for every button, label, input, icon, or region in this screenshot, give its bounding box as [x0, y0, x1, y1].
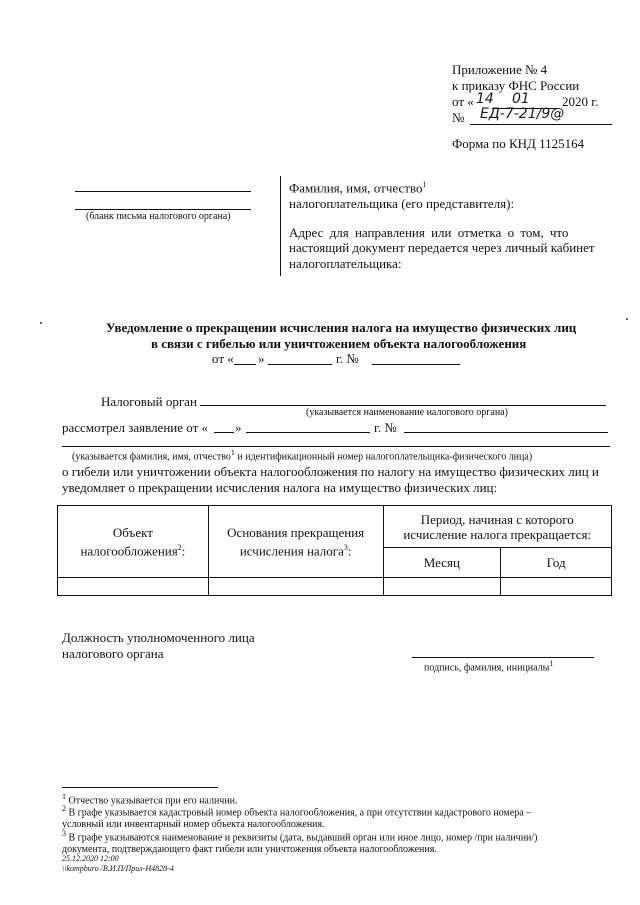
date-prefix: от «: [452, 94, 474, 109]
appendix-number: Приложение № 4: [452, 62, 548, 77]
form-code: Форма по КНД 1125164: [452, 136, 585, 151]
footnote-text: В графе указывается кадастровый номер объекта налогообложения, а при отсутствии кадастрового номера –: [68, 807, 532, 819]
reviewed-mid: »: [235, 420, 242, 435]
title-date-prefix: от «: [212, 351, 234, 366]
person-caption: [72, 448, 532, 462]
footnote-text: В графе указываются наименование и реквизиты (дата, выдавший орган или иное лицо, номер /при наличии/): [68, 832, 538, 844]
recipient-address-3: налогоплательщика:: [289, 256, 402, 271]
header-object-colon: :: [181, 543, 186, 559]
title-date-line: [212, 351, 472, 367]
print-stamp-path: \\kompburo /В.И.П/Прил-Н4828-4: [62, 864, 174, 873]
sender-line-1: [75, 191, 251, 192]
signature-line: [412, 657, 594, 658]
title-date-mid: »: [258, 351, 265, 366]
tax-authority-line: [200, 405, 606, 406]
handwritten-day: 14: [476, 91, 494, 107]
title-date-year: г. №: [336, 351, 359, 366]
person-caption-text-b: и идентификационный номер налогоплательщика-физического лица): [234, 451, 533, 463]
header-grounds-colon: :: [347, 543, 352, 559]
header-grounds-line2: исчисления налога: [239, 543, 344, 559]
recipient-name-label-1: [289, 180, 426, 196]
signature-caption-text: подпись, фамилия, инициалы: [424, 662, 550, 674]
sender-caption: (бланк письма налогового органа): [86, 211, 231, 222]
subheader-month: Месяц: [383, 548, 501, 578]
subheader-year: Год: [501, 548, 612, 578]
footnote-3: [62, 828, 610, 856]
tax-authority-label: Налоговый орган: [101, 394, 197, 409]
footnote-separator: [62, 787, 218, 788]
body-paragraph-line2: уведомляет о прекращении исчисления налога на имущество физических лиц:: [62, 480, 498, 495]
order-reference: к приказу ФНС России: [452, 78, 580, 93]
table-cell: [58, 578, 209, 596]
header-object-line1: Объект: [112, 524, 153, 540]
header-grounds: [208, 506, 383, 578]
date-year: 2020 г.: [562, 94, 599, 109]
footnote-number: 2: [62, 804, 66, 813]
header-period: [383, 506, 612, 548]
header-period-line2: исчисление налога прекращается:: [403, 526, 592, 542]
footnote-text-cont: условный или инвентарный номер объекта налогообложения.: [62, 819, 325, 831]
table-cell: [208, 578, 383, 596]
scan-speck: [626, 318, 628, 320]
header-grounds-line1: Основания прекращения: [227, 524, 365, 540]
scan-speck: [40, 322, 42, 324]
reviewed-line: [62, 420, 610, 436]
recipient-name-label-text: Фамилия, имя, отчество: [289, 180, 423, 196]
number-prefix: №: [452, 110, 465, 125]
handwritten-number: ЕД-7-21/9@: [480, 106, 565, 122]
footnote-number: 1: [62, 792, 66, 801]
document-title-line1: Уведомление о прекращении исчисления налога на имущество физических лиц: [106, 320, 577, 335]
recipient-address-1: Адрес для направления или отметка о том, что: [289, 225, 569, 240]
document-title-line2: в связи с гибелью или уничтожением объекта налогообложения: [151, 336, 527, 351]
header-period-line1: Период, начиная с которого: [420, 511, 574, 527]
body-paragraph-line1: о гибели или уничтожении объекта налогообложения по налогу на имущество физических лиц и: [62, 464, 599, 479]
order-number-line: [452, 106, 622, 128]
print-stamp-date: 25.12.2020 12:00: [62, 854, 119, 863]
person-line: [62, 446, 610, 447]
footnote-ref: 3: [343, 542, 348, 552]
signature-caption: [424, 659, 553, 673]
official-position-line2: налогового органа: [62, 646, 164, 661]
table-cell: [383, 578, 501, 596]
recipient-address-2: настоящий документ передается через личный кабинет: [289, 240, 595, 255]
footnote-ref: 1: [549, 659, 554, 668]
footnote-text: Отчество указывается при его наличии.: [68, 795, 238, 807]
bracket-vertical: [280, 176, 281, 276]
header-object: [58, 506, 209, 578]
footnote-ref: 1: [422, 180, 427, 189]
handwritten-month: 01: [512, 91, 530, 107]
footnote-text-cont: документа, подтверждающего факт гибели или уничтожения объекта налогообложения.: [62, 844, 437, 856]
recipient-name-label-2: налогоплательщика (его представителя):: [289, 196, 515, 211]
header-object-line2: налогообложения: [80, 543, 178, 559]
sender-line-2: [75, 209, 251, 210]
footnote-ref: 1: [230, 448, 235, 457]
table-cell: [501, 578, 612, 596]
reviewed-number: г. №: [374, 420, 397, 435]
person-caption-text: (указывается фамилия, имя, отчество: [72, 451, 231, 463]
termination-table: [57, 505, 612, 596]
reviewed-prefix: рассмотрел заявление от «: [62, 420, 209, 435]
footnote-ref: 2: [177, 542, 182, 552]
footnote-number: 3: [62, 829, 66, 838]
tax-authority-caption: (указывается наименование налогового органа): [306, 407, 508, 418]
official-position-line1: Должность уполномоченного лица: [62, 630, 255, 645]
